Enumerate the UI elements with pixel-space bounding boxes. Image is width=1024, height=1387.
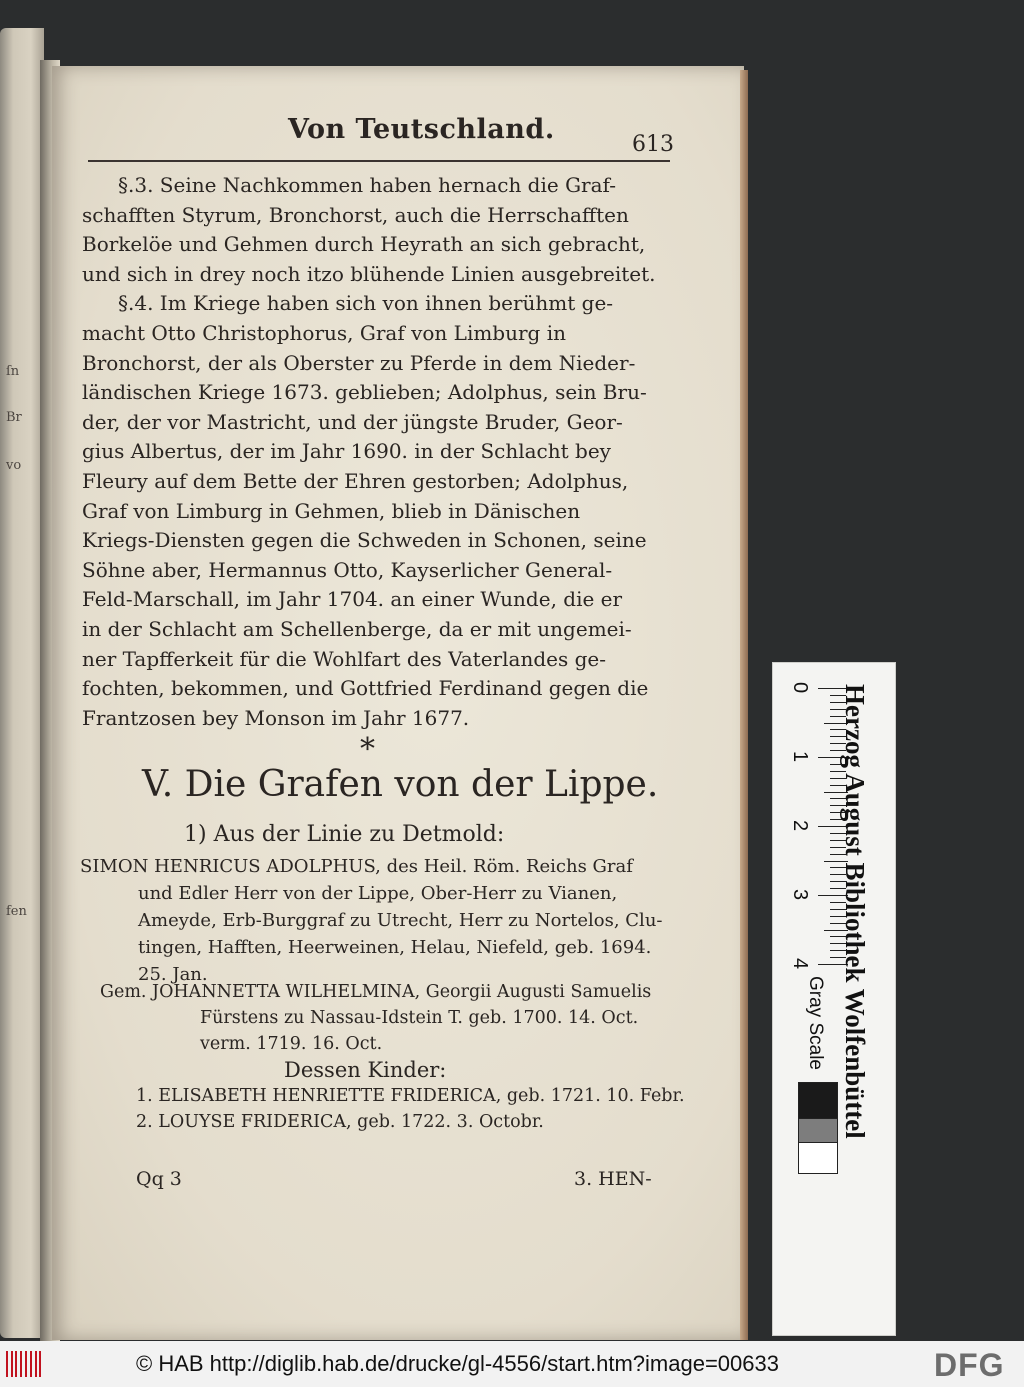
child-entry: 2. LOUYSE FRIDERICA, geb. 1722. 3. Octobr. bbox=[136, 1112, 544, 1132]
spouse-line: Fürstens zu Nassau-Idstein T. geb. 1700. 14. Oct. bbox=[200, 1008, 639, 1028]
text-line: in der Schlacht am Schellenberge, da er mit ungemei- bbox=[82, 617, 632, 641]
dfg-logo: DFG bbox=[934, 1347, 1005, 1383]
ruler-number: 1 bbox=[789, 750, 812, 763]
text-line: Frantzosen bey Monson im Jahr 1677. bbox=[82, 705, 470, 730]
child-entry: 1. ELISABETH HENRIETTE FRIDERICA, geb. 1721. 10. Febr. bbox=[136, 1086, 685, 1106]
page-signature: Qq 3 bbox=[136, 1168, 182, 1190]
text-line: fochten, bekommen, und Gottfried Ferdinand gegen die bbox=[82, 676, 649, 701]
text-line: ner Tapfferkeit für die Wohlfart des Vaterlandes ge- bbox=[82, 646, 606, 671]
left-page-edge bbox=[0, 28, 44, 1338]
gray-scale-label: Gray Scale bbox=[805, 976, 826, 1070]
ruler-number: 0 bbox=[789, 681, 812, 694]
text-line: §.3. Seine Nachkommen haben hernach die Graf- bbox=[118, 173, 616, 197]
entry-line: SIMON HENRICUS ADOLPHUS, des Heil. Röm. Reichs Graf bbox=[80, 856, 633, 877]
text-line: Borkelöe und Gehmen durch Heyrath an sich gebracht, bbox=[82, 232, 646, 257]
children-heading: Dessen Kinder: bbox=[284, 1058, 447, 1082]
running-header: Von Teutschland. bbox=[288, 114, 555, 145]
entry-line: tingen, Hafften, Heerweinen, Helau, Niefeld, geb. 1694. bbox=[138, 937, 652, 958]
ruler-number: 3 bbox=[789, 888, 812, 901]
ruler-number: 4 bbox=[789, 957, 812, 970]
text-line: Bronchorst, der als Oberster zu Pferde in dem Nieder- bbox=[82, 350, 636, 375]
header-rule bbox=[88, 160, 670, 162]
swatch-gray bbox=[798, 1118, 838, 1144]
catchword: 3. HEN- bbox=[574, 1168, 652, 1190]
spouse-line: Gem. JOHANNETTA WILHELMINA, Georgii Augusti Samuelis bbox=[100, 982, 652, 1002]
text-line: schafften Styrum, Bronchorst, auch die Herrschafften bbox=[82, 202, 629, 227]
section-title: V. Die Grafen von der Lippe. bbox=[142, 764, 659, 805]
text-line: Feld-Marschall, im Jahr 1704. an einer Wunde, die er bbox=[82, 587, 623, 612]
text-line: Fleury auf dem Bette der Ehren gestorben; Adolphus, bbox=[82, 469, 629, 493]
swatch-white bbox=[798, 1142, 838, 1174]
entry-line: Ameyde, Erb-Burggraf zu Utrecht, Herr zu Nortelos, Clu- bbox=[138, 910, 663, 931]
text-line: der, der vor Mastricht, und der jüngste Bruder, Geor- bbox=[82, 409, 623, 434]
left-page-fragment: Br bbox=[6, 410, 22, 425]
entry-line: 25. Jan. bbox=[138, 964, 208, 985]
viewer-footer bbox=[0, 1341, 1024, 1387]
text-line: macht Otto Christophorus, Graf von Limburg in bbox=[82, 321, 566, 345]
text-line: Kriegs-Diensten gegen die Schweden in Schonen, seine bbox=[82, 528, 647, 553]
library-name: Herzog August Bibliothek Wolfenbüttel bbox=[840, 684, 870, 1139]
text-line: Söhne aber, Hermannus Otto, Kayserlicher General- bbox=[82, 557, 613, 582]
subsection-title: 1) Aus der Linie zu Detmold: bbox=[184, 822, 505, 847]
spouse-line: verm. 1719. 16. Oct. bbox=[200, 1034, 383, 1054]
text-line: und sich in drey noch itzo blühende Linien ausgebreitet. bbox=[82, 261, 656, 286]
entry-line: und Edler Herr von der Lippe, Ober-Herr zu Vianen, bbox=[138, 883, 618, 904]
left-page-fragment: vo bbox=[6, 458, 22, 473]
page-edge bbox=[740, 70, 748, 1340]
text-line: Graf von Limburg in Gehmen, blieb in Dänischen bbox=[82, 498, 581, 523]
left-page-fragment: fen bbox=[6, 904, 27, 919]
ruler-number: 2 bbox=[789, 819, 812, 832]
copyright-link[interactable]: © HAB http://diglib.hab.de/drucke/gl-4556/start.htm?image=00633 bbox=[136, 1351, 779, 1376]
page-number: 613 bbox=[632, 132, 674, 157]
text-line: §.4. Im Kriege haben sich von ihnen berühmt ge- bbox=[118, 291, 614, 316]
hab-logo-icon bbox=[6, 1351, 42, 1377]
section-ornament: * bbox=[360, 732, 375, 767]
text-line: ländischen Kriege 1673. geblieben; Adolphus, sein Bru- bbox=[82, 380, 647, 405]
swatch-black bbox=[798, 1082, 838, 1120]
left-page-fragment: ſn bbox=[6, 364, 20, 379]
text-line: gius Albertus, der im Jahr 1690. in der Schlacht bey bbox=[82, 439, 611, 464]
